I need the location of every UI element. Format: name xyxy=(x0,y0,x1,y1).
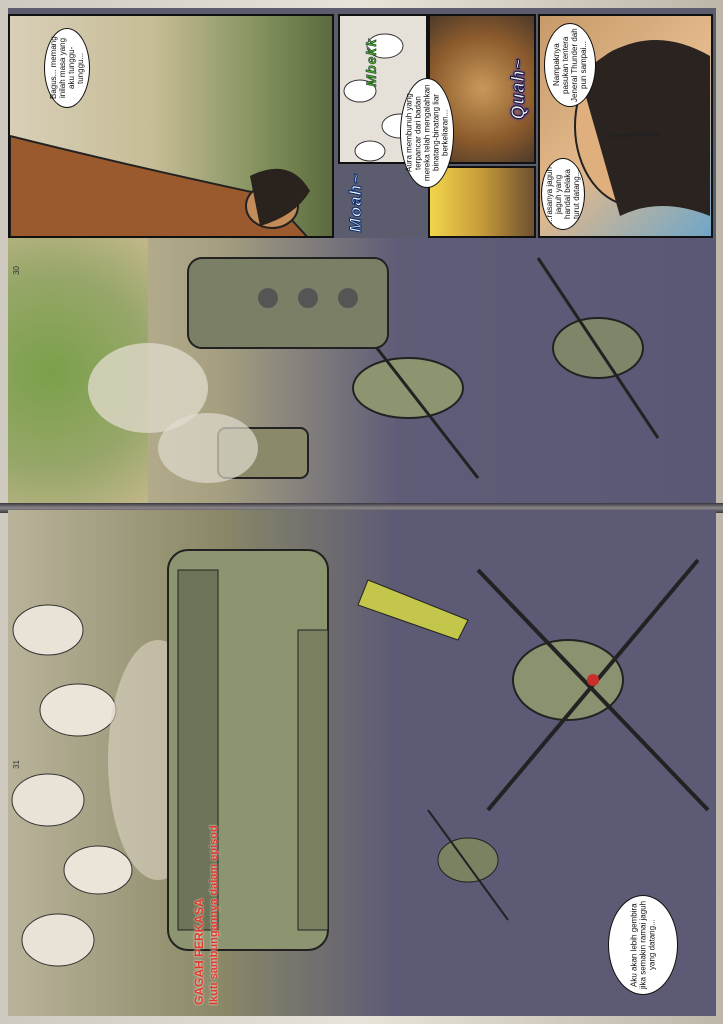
sfx-moah: Moah~ xyxy=(346,173,365,233)
speech-bubble-4: Bagus... memang inilah masa yang aku tunggu-tunggu... xyxy=(44,28,90,108)
caption-line-2: GAGAH PERKASA xyxy=(192,898,206,1005)
next-episode-caption xyxy=(208,735,220,1005)
speech-bubble-1: Nampaknya pasukan tentera Jeneral Thunder dah pun sampai... xyxy=(544,23,596,107)
speech-bubble-5: Aku akan lebih gembira jika semakin ramai jaguh yang datang... xyxy=(608,895,678,995)
page-number-31: 31 xyxy=(12,760,21,769)
lower-page xyxy=(8,510,716,1016)
battle-illustration-top xyxy=(8,238,716,506)
speech-bubble-3: Aura membunuh yang terpancar dari badan mereka telah mengalahkan binatang-binatang liar berkeliaran... xyxy=(400,78,454,188)
sfx-quah: Quah~ xyxy=(508,58,528,120)
episode-title-caption xyxy=(192,870,206,1005)
page-number-30: 30 xyxy=(12,266,21,275)
sfx-mbekk: Mbekk xyxy=(363,38,379,87)
speech-bubble-2: ...rasanya jaguh-jaguh yang handal belaka turut datang... xyxy=(541,158,585,230)
caption-line-1: Ikuti sambungannya dalam episod xyxy=(208,825,220,1005)
upper-page xyxy=(8,8,716,506)
